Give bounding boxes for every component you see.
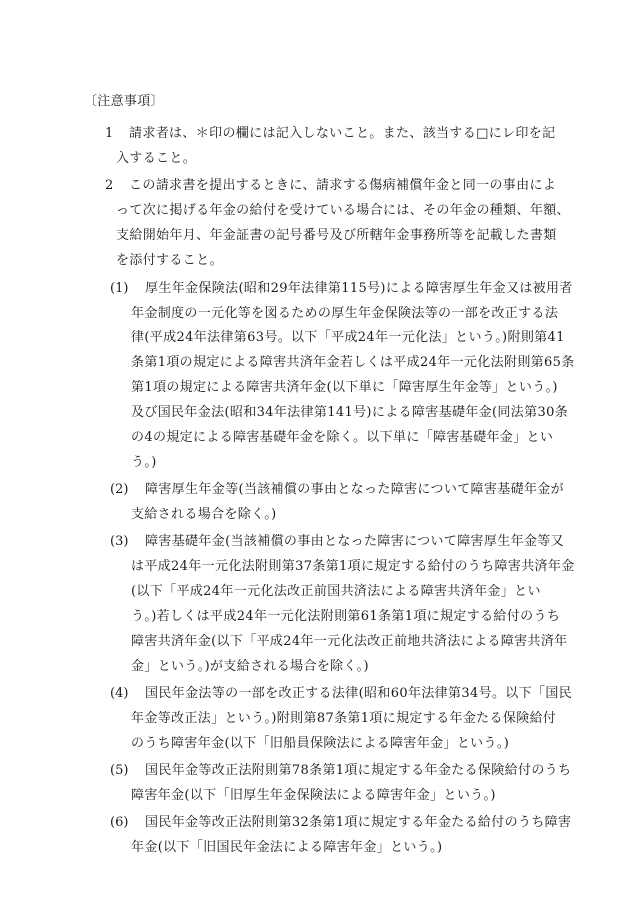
- subitem-3-line-1: 障害基礎年金(当該補償の事由となった障害について障害厚生年金等又: [145, 534, 565, 549]
- item-2-line-4: を添付すること。: [116, 253, 223, 268]
- item-1-number: 1: [105, 126, 114, 141]
- subitem-6-line-1: 国民年金等改正法附則第32条第1項に規定する年金たる給付のうち障害: [145, 815, 572, 830]
- subitem-1-line-3: 律(平成24年法律第63号。以下「平成24年一元化法」という。)附則第41: [131, 330, 565, 345]
- subitem-6-line-2: 年金(以下「旧国民年金法による障害年金」という。): [131, 840, 443, 855]
- subitem-1-number: (1): [110, 281, 129, 296]
- item-1-line-2: 入すること。: [116, 151, 197, 166]
- subitem-4-line-1: 国民年金法等の一部を改正する法律(昭和60年法律第34号。以下「国民: [145, 686, 573, 701]
- subitem-3-line-5: 障害共済年金(以下「平成24年一元化法改正前地共済法による障害共済年: [131, 634, 568, 649]
- subitem-6-number: (6): [110, 815, 129, 830]
- subitem-1-line-6: 及び国民年金法(昭和34年法律第141号)による障害基礎年金(同法第30条: [131, 405, 569, 420]
- subitem-3-line-6: 金」という。)が支給される場合を除く。): [131, 659, 369, 674]
- item-1-line-1: 請求者は、＊印の欄には記入しないこと。また、該当する□にレ印を記: [129, 126, 556, 141]
- subitem-1-line-2: 年金制度の一元化等を図るための厚生年金保険法等の一部を改正する法: [131, 306, 559, 321]
- subitem-2-line-1: 障害厚生年金等(当該補償の事由となった障害について障害基礎年金が: [145, 482, 565, 497]
- subitem-1-line-5: 第1項の規定による障害共済年金(以下単に「障害厚生年金等」という。): [131, 380, 558, 395]
- subitem-2-line-2: 支給される場合を除く。): [131, 507, 277, 522]
- subitem-5-line-1: 国民年金等改正法附則第78条第1項に規定する年金たる保険給付のうち: [145, 763, 572, 778]
- subitem-1-line-8: う。): [131, 455, 157, 470]
- subitem-3-number: (3): [110, 534, 129, 549]
- subitem-3-line-4: う。)若しくは平成24年一元化法附則第61条第1項に規定する給付のうち: [131, 609, 561, 624]
- item-2-line-3: 支給開始年月、年金証書の記号番号及び所轄年金事務所等を記載した書類: [116, 228, 557, 243]
- subitem-2-number: (2): [110, 482, 129, 497]
- subitem-1-line-7: の4の規定による障害基礎年金を除く。以下単に「障害基礎年金」とい: [131, 430, 554, 445]
- subitem-1-line-1: 厚生年金保険法(昭和29年法律第115号)による障害厚生年金又は被用者: [145, 281, 573, 296]
- subitem-4-line-3: のうち障害年金(以下「旧船員保険法による障害年金」という。): [131, 736, 510, 751]
- item-2-line-1: この請求書を提出するときに、請求する傷病補償年金と同一の事由によ: [129, 178, 557, 193]
- subitem-3-line-3: (以下「平成24年一元化法改正前国共済法による障害共済年金」とい: [131, 584, 541, 599]
- item-2-line-2: って次に掲げる年金の給付を受けている場合には、その年金の種類、年額、: [116, 203, 570, 218]
- subitem-3-line-2: は平成24年一元化法附則第37条第1項に規定する給付のうち障害共済年金: [131, 559, 575, 574]
- notes-heading: 〔注意事項〕: [84, 94, 164, 109]
- item-2-number: 2: [105, 178, 114, 193]
- subitem-4-number: (4): [110, 686, 129, 701]
- subitem-5-number: (5): [110, 763, 129, 778]
- subitem-1-line-4: 条第1項の規定による障害共済年金若しくは平成24年一元化法附則第65条: [131, 355, 575, 370]
- subitem-5-line-2: 障害年金(以下「旧厚生年金保険法による障害年金」という。): [131, 788, 496, 803]
- subitem-4-line-2: 年金等改正法」という。)附則第87条第1項に規定する年金たる保険給付: [131, 711, 557, 726]
